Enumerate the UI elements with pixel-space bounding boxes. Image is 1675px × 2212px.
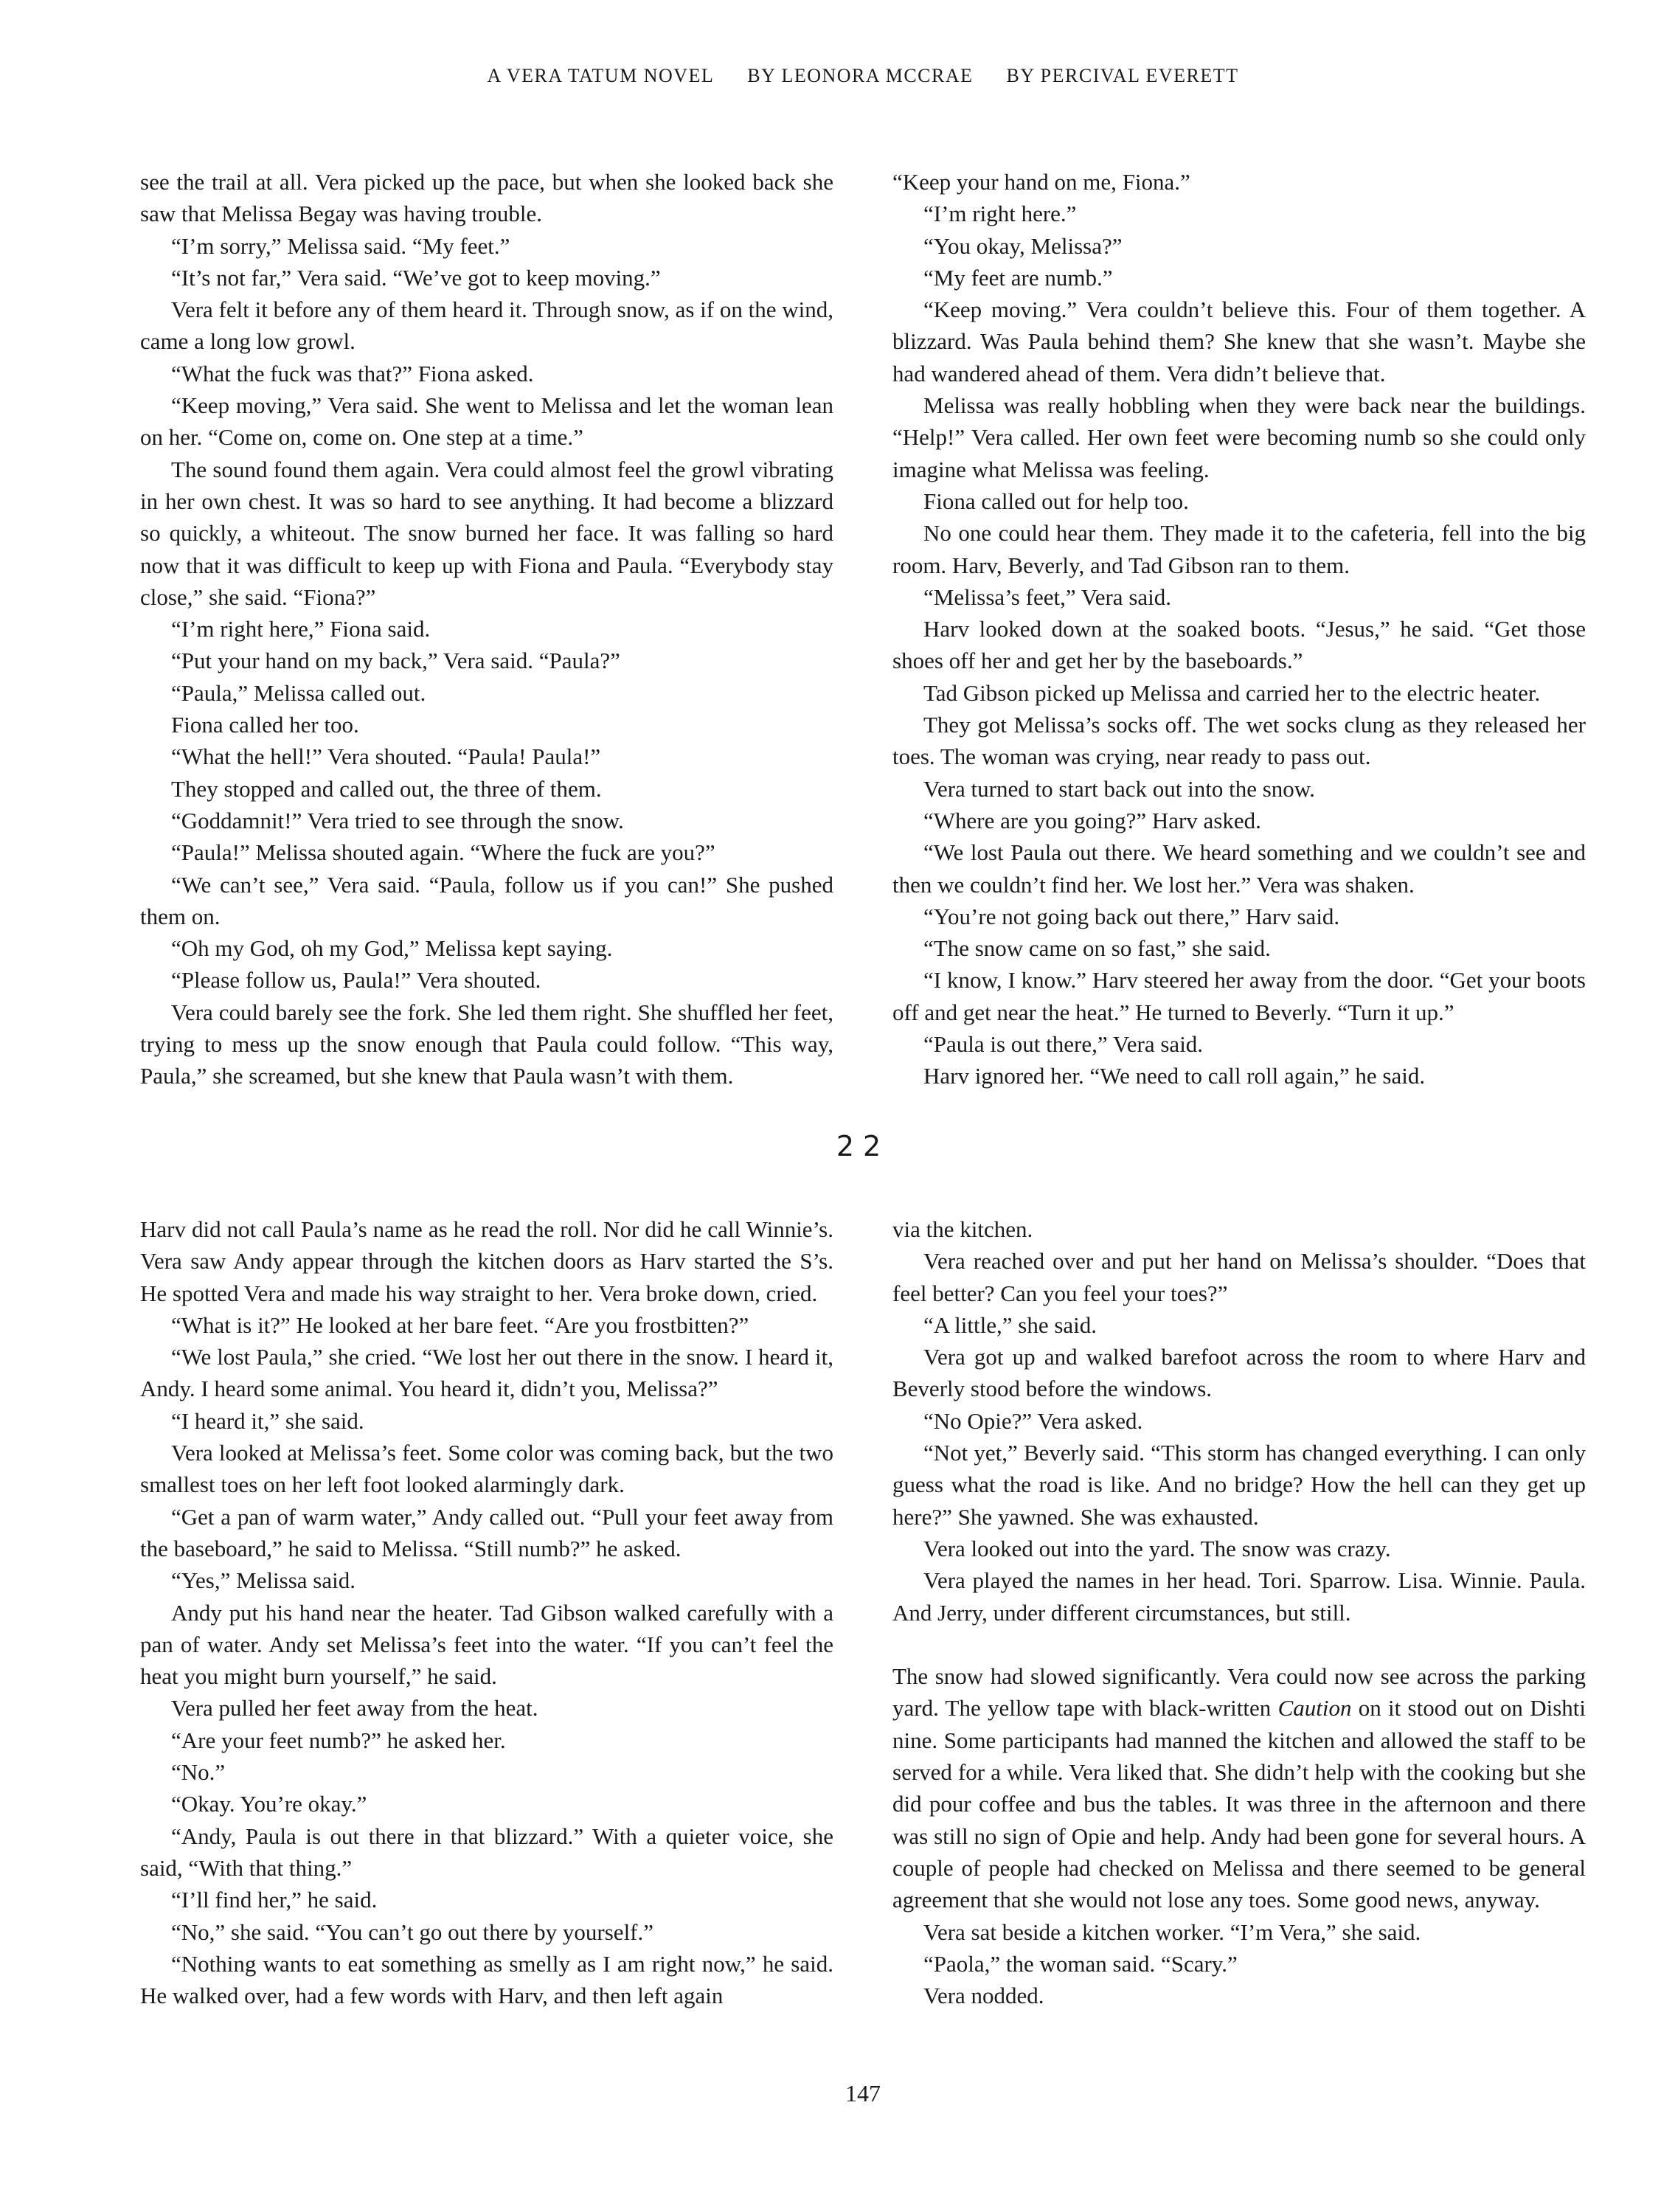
paragraph: Vera could barely see the fork. She led them right. She shuffled her feet, trying to mess up the snow enough that Paula could follow. “This way, Paula,” she screamed, but she knew that Paula wasn’t with them. (140, 999, 833, 1089)
paragraph: “Okay. You’re okay.” (171, 1791, 367, 1817)
top-section (140, 166, 1586, 1092)
paragraph: “I’m right here.” (923, 201, 1077, 227)
paragraph: Vera nodded. (923, 1983, 1044, 2009)
paragraph: Harv did not call Paula’s name as he read the roll. Nor did he call Winnie’s. Vera saw Andy appear through the kitchen doors as Harv started the S’s. He spotted Vera and made his way straight to her. Vera broke down, cried. (140, 1216, 833, 1306)
paragraph: “What the hell!” Vera shouted. “Paula! Paula!” (171, 743, 601, 770)
paragraph: “Please follow us, Paula!” Vera shouted. (171, 967, 541, 994)
bottom-right-column (892, 1213, 1586, 2011)
paragraph: “Paula,” Melissa called out. (171, 679, 426, 706)
page-number: 147 (845, 2080, 881, 2107)
paragraph: “I’m sorry,” Melissa said. “My feet.” (171, 232, 510, 259)
paragraph: “Goddamnit!” Vera tried to see through the snow. (171, 807, 624, 833)
paragraph: “No,” she said. “You can’t go out there by yourself.” (171, 1918, 654, 1945)
paragraph: “Are your feet numb?” he asked her. (171, 1727, 506, 1753)
paragraph: “You okay, Melissa?” (923, 232, 1123, 259)
paragraph: Harv looked down at the soaked boots. “Jesus,” he said. “Get those shoes off her and get her by the baseboards.” (892, 616, 1586, 674)
paragraph: Melissa was really hobbling when they were back near the buildings. “Help!” Vera called. Her own feet were becoming numb so she could only imagine what Melissa was feeling. (892, 392, 1586, 482)
running-header (140, 65, 1586, 87)
paragraph: “Yes,” Melissa said. (171, 1567, 356, 1594)
paragraph: “Paula is out there,” Vera said. (923, 1031, 1204, 1058)
paragraph: The sound found them again. Vera could almost feel the growl vibrating in her own chest. It was so hard to see anything. It had become a blizzard so quickly, a whiteout. The snow burned her face. It was falling so hard now that it was difficult to keep up with Fiona and Paula. “Everybody stay close,” she said. “Fiona?” (140, 456, 833, 610)
paragraph: They got Melissa’s socks off. The wet socks clung as they released her toes. The woman was crying, near ready to pass out. (892, 712, 1586, 770)
paragraph: “Keep moving.” Vera couldn’t believe this. Four of them together. A blizzard. Was Paula behind them? She knew that she wasn’t. Maybe she had wandered ahead of them. Vera didn’t believe that. (892, 297, 1586, 386)
paragraph: “We lost Paula,” she cried. “We lost her out there in the snow. I heard it, Andy. I heard some animal. You heard it, didn’t you, Melissa?” (140, 1344, 833, 1402)
paragraph: No one could hear them. They made it to the cafeteria, fell into the big room. Harv, Beverly, and Tad Gibson ran to them. (892, 520, 1586, 578)
running-header-author-fictional: BY LEONORA MCCRAE (747, 65, 974, 86)
paragraph: “The snow came on so fast,” she said. (923, 935, 1271, 962)
paragraph: Vera sat beside a kitchen worker. “I’m Vera,” she said. (923, 1918, 1421, 1945)
paragraph: “Not yet,” Beverly said. “This storm has changed everything. I can only guess what the road is like. And no bridge? How the hell can they get up here?” She yawned. She was exhausted. (892, 1440, 1586, 1530)
paragraph: Vera got up and walked barefoot across the room to where Harv and Beverly stood before the windows. (892, 1344, 1586, 1402)
paragraph: Vera reached over and put her hand on Melissa’s shoulder. “Does that feel better? Can you feel your toes?” (892, 1248, 1586, 1306)
paragraph: Vera looked at Melissa’s feet. Some color was coming back, but the two smallest toes on her left foot looked alarmingly dark. (140, 1440, 833, 1498)
paragraph: “Melissa’s feet,” Vera said. (923, 583, 1172, 610)
paragraph: “I’ll find her,” he said. (171, 1887, 378, 1913)
paragraph: “I heard it,” she said. (171, 1407, 364, 1434)
paragraph: Vera felt it before any of them heard it. Through snow, as if on the wind, came a long low growl. (140, 297, 833, 355)
bottom-left-column (140, 1213, 833, 2011)
paragraph: “No.” (171, 1759, 226, 1786)
paragraph: Vera played the names in her head. Tori. Sparrow. Lisa. Winnie. Paula. And Jerry, under different circumstances, but still. (892, 1567, 1586, 1626)
paragraph: “My feet are numb.” (923, 264, 1113, 291)
paragraph: Harv ignored her. “We need to call roll again,” he said. (923, 1063, 1426, 1089)
paragraph: see the trail at all. Vera picked up the pace, but when she looked back she saw that Melissa Begay was having trouble. (140, 169, 833, 227)
chapter-number: 22 (836, 1130, 890, 1162)
paragraph: “I know, I know.” Harv steered her away from the door. “Get your boots off and get near the heat.” He turned to Beverly. “Turn it up.” (892, 967, 1586, 1025)
paragraph: The snow had slowed significantly. Vera could now see across the parking yard. The yellow tape with black-written Caution on it stood out on Dishti nine. Some participants had manned the kitchen and allowed the staff to be served for a while. Vera liked that. She didn’t help with the cooking but she did pour coffee and bus the tables. It was three in the afternoon and there was still no sign of Opie and help. Andy had been gone for several hours. A couple of people had checked on Melissa and there seemed to be general agreement that she would not lose any toes. Some good news, anyway. (892, 1663, 1586, 1913)
paragraph: Vera looked out into the yard. The snow was crazy. (923, 1535, 1391, 1561)
paragraph: “A little,” she said. (923, 1311, 1097, 1338)
top-right-column (892, 166, 1586, 1092)
paragraph: “Paula!” Melissa shouted again. “Where the fuck are you?” (171, 839, 715, 866)
paragraph: “We lost Paula out there. We heard something and we couldn’t see and then we couldn’t find her. We lost her.” Vera was shaken. (892, 839, 1586, 898)
paragraph: Fiona called out for help too. (923, 488, 1189, 514)
paragraph: “It’s not far,” Vera said. “We’ve got to keep moving.” (171, 264, 661, 291)
paragraph: Vera pulled her feet away from the heat. (171, 1695, 538, 1722)
paragraph: “Put your hand on my back,” Vera said. “Paula?” (171, 648, 620, 674)
top-left-column (140, 166, 833, 1092)
paragraph: “You’re not going back out there,” Harv said. (923, 903, 1340, 929)
paragraph: “I’m right here,” Fiona said. (171, 616, 431, 642)
paragraph: “Nothing wants to eat something as smelly as I am right now,” he said. He walked over, had a few words with Harv, and then left again (140, 1950, 833, 2009)
paragraph: “What the fuck was that?” Fiona asked. (171, 360, 534, 386)
paragraph: “Keep moving,” Vera said. She went to Melissa and let the woman lean on her. “Come on, come on. One step at a time.” (140, 392, 833, 451)
bottom-section (140, 1213, 1586, 2011)
paragraph: via the kitchen. (892, 1216, 1033, 1242)
paragraph: “No Opie?” Vera asked. (923, 1407, 1143, 1434)
paragraph: “Andy, Paula is out there in that blizzard.” With a quieter voice, she said, “With that thing.” (140, 1823, 833, 1881)
paragraph: Vera turned to start back out into the snow. (923, 775, 1315, 802)
paragraph: “Oh my God, oh my God,” Melissa kept saying. (171, 935, 613, 962)
paragraph: They stopped and called out, the three of them. (171, 775, 602, 802)
paragraph: “Get a pan of warm water,” Andy called out. “Pull your feet away from the baseboard,” he said to Melissa. “Still numb?” he asked. (140, 1503, 833, 1561)
paragraph: “What is it?” He looked at her bare feet. “Are you frostbitten?” (171, 1311, 749, 1338)
running-header-novel: A VERA TATUM NOVEL (487, 65, 715, 86)
paragraph: “Where are you going?” Harv asked. (923, 807, 1261, 833)
paragraph: “Keep your hand on me, Fiona.” (892, 169, 1190, 195)
paragraph: “Paola,” the woman said. “Scary.” (923, 1950, 1238, 1977)
paragraph: Tad Gibson picked up Melissa and carried her to the electric heater. (923, 679, 1541, 706)
paragraph: Andy put his hand near the heater. Tad Gibson walked carefully with a pan of water. Andy set Melissa’s feet into the water. “If you can’t feel the heat you might burn yourself,” he said. (140, 1599, 833, 1690)
running-header-author-real: BY PERCIVAL EVERETT (1006, 65, 1239, 86)
paragraph: “We can’t see,” Vera said. “Paula, follow us if you can!” She pushed them on. (140, 871, 833, 929)
paragraph: Fiona called her too. (171, 712, 359, 738)
